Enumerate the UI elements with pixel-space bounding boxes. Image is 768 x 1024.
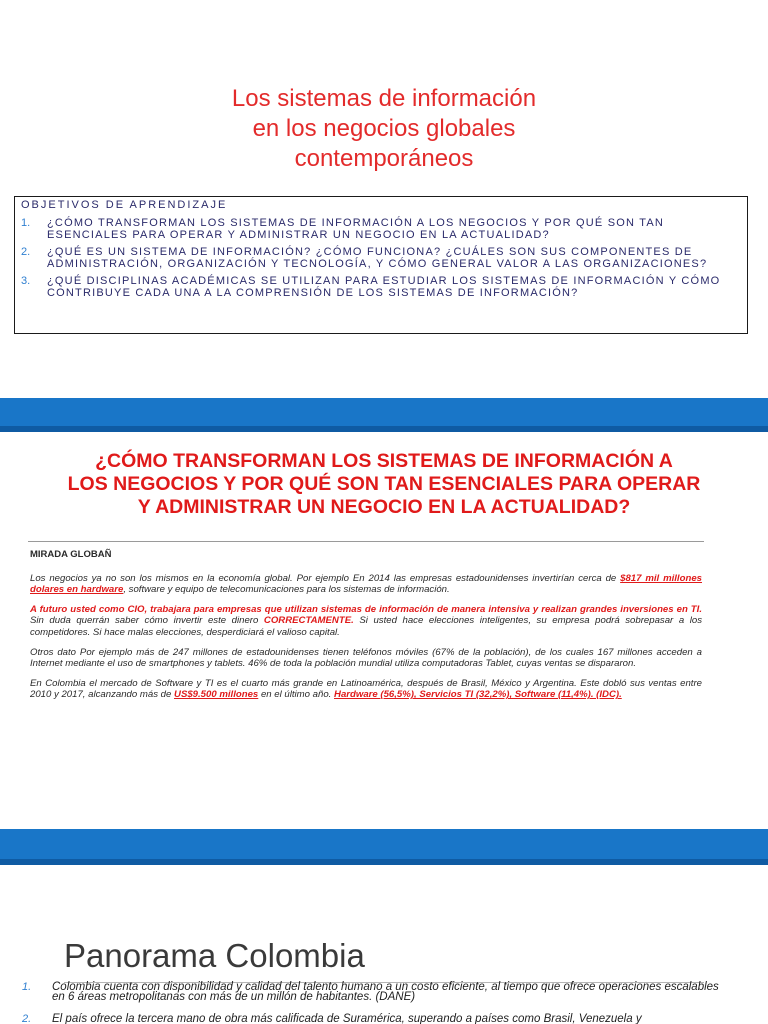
text-span: En Colombia el mercado de Software y TI es el cuarto más grande en Latinoamérica, después de Brasil, México y Argentina. Este dobló sus ventas entre 2010 y 2017, alcanzando más de — [30, 677, 702, 701]
slide-title: Panorama Colombia — [64, 937, 365, 975]
text-span: Sin duda querrán saber cómo invertir este dinero — [30, 615, 264, 627]
highlight-correctly: CORRECTAMENTE. — [263, 615, 354, 627]
highlight-cio: A futuro usted como CIO, trabajara para empresas que utilizan sistemas de información de manera intensiva y realizan grandes inversiones en TI. — [30, 603, 702, 615]
objective-item — [21, 247, 741, 270]
highlight-market: US$9.500 millones — [174, 689, 259, 701]
text-span: , software y equipo de telecomunicaciones para los sistemas de información. — [123, 584, 450, 596]
list-number: 2. — [22, 1013, 32, 1024]
title-line: ¿CÓMO TRANSFORMAN LOS SISTEMAS DE INFORMACIÓN A — [95, 450, 673, 472]
text-span: Los negocios ya no son los mismos en la economía global. Por ejemplo En 2014 las empresas estadounidenses invertirían cerca de — [30, 572, 621, 584]
slide-title — [20, 450, 748, 519]
title-rule — [28, 541, 704, 542]
paragraph-mobile: Otros dato Por ejemplo más de 247 millones de estadounidenses tienen teléfonos móviles (67% de la población), de los cuales 167 millones acceden a Internet mediante el uso de smartphones y tablets. 46% de toda la población mundial utiliza computadoras Tablet, cuyas ventas se dispararon. — [30, 646, 702, 670]
highlight-amount: $817 mil millones dolares en hardware — [30, 572, 702, 596]
panorama-list — [22, 982, 722, 1024]
highlight-breakdown: Hardware (56,5%), Servicios TI (32,2%), Software (11,4%). (IDC). — [334, 689, 622, 701]
list-item — [22, 982, 722, 1002]
title-line: Y ADMINISTRAR UN NEGOCIO EN LA ACTUALIDAD? — [137, 496, 631, 518]
objective-text: ¿QUÉ ES UN SISTEMA DE INFORMACIÓN? ¿CÓMO FUNCIONA? ¿CUÁLES SON SUS COMPONENTES DE ADMINISTRACIÓN, ORGANIZACIÓN Y TECNOLOGÍA, Y CÓMO GENERAL VALOR A LAS ORGANIZACIONES? — [47, 246, 708, 270]
objectives-list — [21, 218, 741, 299]
objective-text: ¿QUÉ DISCIPLINAS ACADÉMICAS SE UTILIZAN PARA ESTUDIAR LOS SISTEMAS DE INFORMACIÓN Y CÓMO CONTRIBUYE CADA UNA A LA COMPRENSIÓN DE LOS SISTEMAS DE INFORMACIÓN? — [47, 275, 721, 299]
slide-intro — [0, 0, 768, 398]
objectives-box — [14, 196, 748, 334]
title-line: contemporáneos — [294, 145, 474, 172]
objective-text: ¿CÓMO TRANSFORMAN LOS SISTEMAS DE INFORMACIÓN A LOS NEGOCIOS Y POR QUÉ SON TAN ESENCIALES PARA OPERAR Y ADMINISTRAR UN NEGOCIO EN LA ACTUALIDAD? — [47, 217, 665, 241]
title-line: LOS NEGOCIOS Y POR QUÉ SON TAN ESENCIALES PARA OPERAR — [67, 473, 701, 495]
list-text: Colombia cuenta con disponibilidad y calidad del talento humano a un costo eficiente, al tiempo que ofrece operaciones escalables en 6 áreas metropolitanas con más de un millón de habitantes. (DANE) — [52, 981, 719, 1003]
slide-transform — [0, 432, 768, 829]
text-span: en el último año. — [258, 689, 335, 701]
paragraph-investment — [30, 573, 702, 596]
objective-number: 3. — [21, 275, 31, 287]
title-line: en los negocios globales — [252, 115, 516, 142]
slide-divider — [0, 398, 768, 432]
section-label: MIRADA GLOBAÑ — [30, 549, 112, 560]
paragraph-cio — [30, 604, 702, 639]
slide-divider — [0, 829, 768, 865]
objective-number: 1. — [21, 217, 31, 229]
paragraph-colombia — [30, 678, 702, 701]
slide-panorama — [0, 865, 768, 1024]
list-text: El país ofrece la tercera mano de obra más calificada de Suramérica, superando a países como Brasil, Venezuela y — [52, 1013, 642, 1024]
objective-number: 2. — [21, 246, 31, 258]
list-item — [22, 1014, 722, 1024]
objectives-heading: OBJETIVOS DE APRENDIZAJE — [21, 199, 228, 211]
text-span: Si usted hace elecciones inteligentes, su empresa podrá sobrepasar a los competidores. Si hace malas elecciones, desperdiciará el valioso capital. — [30, 615, 702, 638]
slide-body — [30, 549, 702, 709]
title-line: Los sistemas de información — [231, 85, 537, 112]
list-number: 1. — [22, 981, 32, 993]
objective-item — [21, 276, 741, 299]
slide-title — [0, 84, 768, 174]
objective-item — [21, 218, 741, 241]
